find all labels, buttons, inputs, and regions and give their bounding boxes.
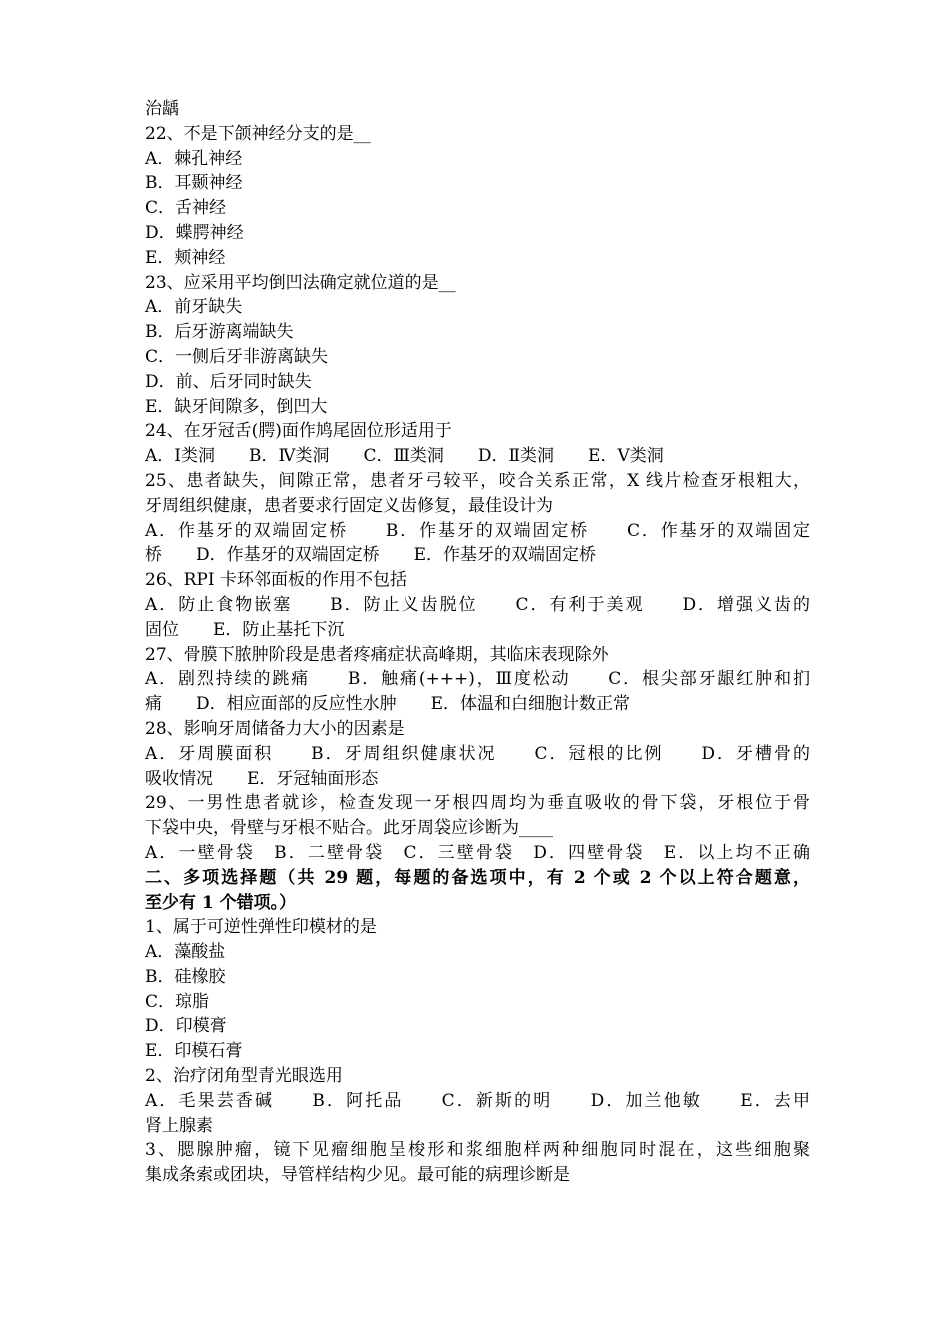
text-line: 28、影响牙周储备力大小的因素是 bbox=[145, 718, 405, 739]
text-line: B．硅橡胶 bbox=[145, 966, 226, 987]
text-line: E．印模石膏 bbox=[145, 1041, 243, 1062]
text-line: A．毛果芸香碱 B．阿托品 C．新斯的明 D．加兰他敏 E．去甲 bbox=[145, 1090, 810, 1111]
text-line: C．舌神经 bbox=[145, 198, 227, 219]
text-line: 23、应采用平均倒凹法确定就位道的是__ bbox=[145, 272, 456, 293]
text-line: C．一侧后牙非游离缺失 bbox=[145, 346, 329, 367]
text-line: 27、骨膜下脓肿阶段是患者疼痛症状高峰期，其临床表现除外 bbox=[145, 644, 609, 665]
text-line: 22、不是下颌神经分支的是__ bbox=[145, 123, 371, 144]
text-line: 25、患者缺失，间隙正常，患者牙弓较平，咬合关系正常，X 线片检查牙根粗大， bbox=[145, 470, 810, 491]
text-line: A．防止食物嵌塞 B．防止义齿脱位 C．有利于美观 D．增强义齿的 bbox=[145, 594, 810, 615]
text-line: A．Ⅰ类洞 B．Ⅳ类洞 C．Ⅲ类洞 D．Ⅱ类洞 E．Ⅴ类洞 bbox=[145, 446, 664, 467]
text-line: 肾上腺素 bbox=[145, 1115, 213, 1136]
text-line: 2、治疗闭角型青光眼选用 bbox=[145, 1066, 343, 1087]
text-line: E．颊神经 bbox=[145, 247, 226, 268]
text-line: 桥 D．作基牙的双端固定桥 E．作基牙的双端固定桥 bbox=[145, 545, 597, 566]
text-line: 集成条索或团块，导管样结构少见。最可能的病理诊断是 bbox=[145, 1165, 570, 1186]
section-heading-line: 二、多项选择题（共 29 题，每题的备选项中，有 2 个或 2 个以上符合题意， bbox=[145, 867, 810, 888]
text-line: A．藻酸盐 bbox=[145, 942, 226, 963]
text-line: B．后牙游离端缺失 bbox=[145, 322, 294, 343]
text-line: 治龋 bbox=[145, 99, 179, 119]
text-line: D．蝶腭神经 bbox=[145, 222, 244, 243]
text-line: D．前、后牙同时缺失 bbox=[145, 371, 312, 392]
text-line: 24、在牙冠舌(腭)面作鸠尾固位形适用于 bbox=[145, 421, 452, 442]
text-line: A．一壁骨袋 B．二壁骨袋 C．三壁骨袋 D．四壁骨袋 E．以上均不正确 bbox=[145, 842, 810, 863]
text-line: 吸收情况 E．牙冠轴面形态 bbox=[145, 768, 379, 789]
text-line: E．缺牙间隙多，倒凹大 bbox=[145, 396, 328, 417]
text-line: 26、RPI 卡环邻面板的作用不包括 bbox=[145, 570, 407, 591]
text-line: 痛 D．相应面部的反应性水肿 E．体温和白细胞计数正常 bbox=[145, 694, 631, 715]
text-line: 牙周组织健康，患者要求行固定义齿修复，最佳设计为 bbox=[145, 495, 553, 516]
text-line: A．牙周膜面积 B．牙周组织健康状况 C．冠根的比例 D．牙槽骨的 bbox=[145, 743, 810, 764]
text-line: 1、属于可逆性弹性印模材的是 bbox=[145, 917, 377, 938]
text-line: 固位 E．防止基托下沉 bbox=[145, 619, 345, 640]
text-line: D．印模膏 bbox=[145, 1016, 227, 1037]
text-line: A．前牙缺失 bbox=[145, 297, 243, 318]
text-line: 29、一男性患者就诊，检查发现一牙根四周均为垂直吸收的骨下袋，牙根位于骨 bbox=[145, 793, 810, 814]
text-line: A．剧烈持续的跳痛 B．触痛(+++)，Ⅲ度松动 C．根尖部牙龈红肿和扪 bbox=[145, 669, 810, 690]
text-line: A．作基牙的双端固定桥 B．作基牙的双端固定桥 C．作基牙的双端固定 bbox=[145, 520, 810, 541]
text-line: C．琼脂 bbox=[145, 991, 210, 1012]
document-page bbox=[145, 97, 810, 1188]
text-line: 下袋中央，骨壁与牙根不贴合。此牙周袋应诊断为____ bbox=[145, 818, 553, 839]
text-line: A．棘孔神经 bbox=[145, 148, 243, 169]
section-heading-line: 至少有 1 个错项。） bbox=[145, 892, 297, 913]
text-line: 3、腮腺肿瘤，镜下见瘤细胞呈梭形和浆细胞样两种细胞同时混在，这些细胞聚 bbox=[145, 1140, 810, 1161]
text-line: B．耳颞神经 bbox=[145, 173, 243, 194]
